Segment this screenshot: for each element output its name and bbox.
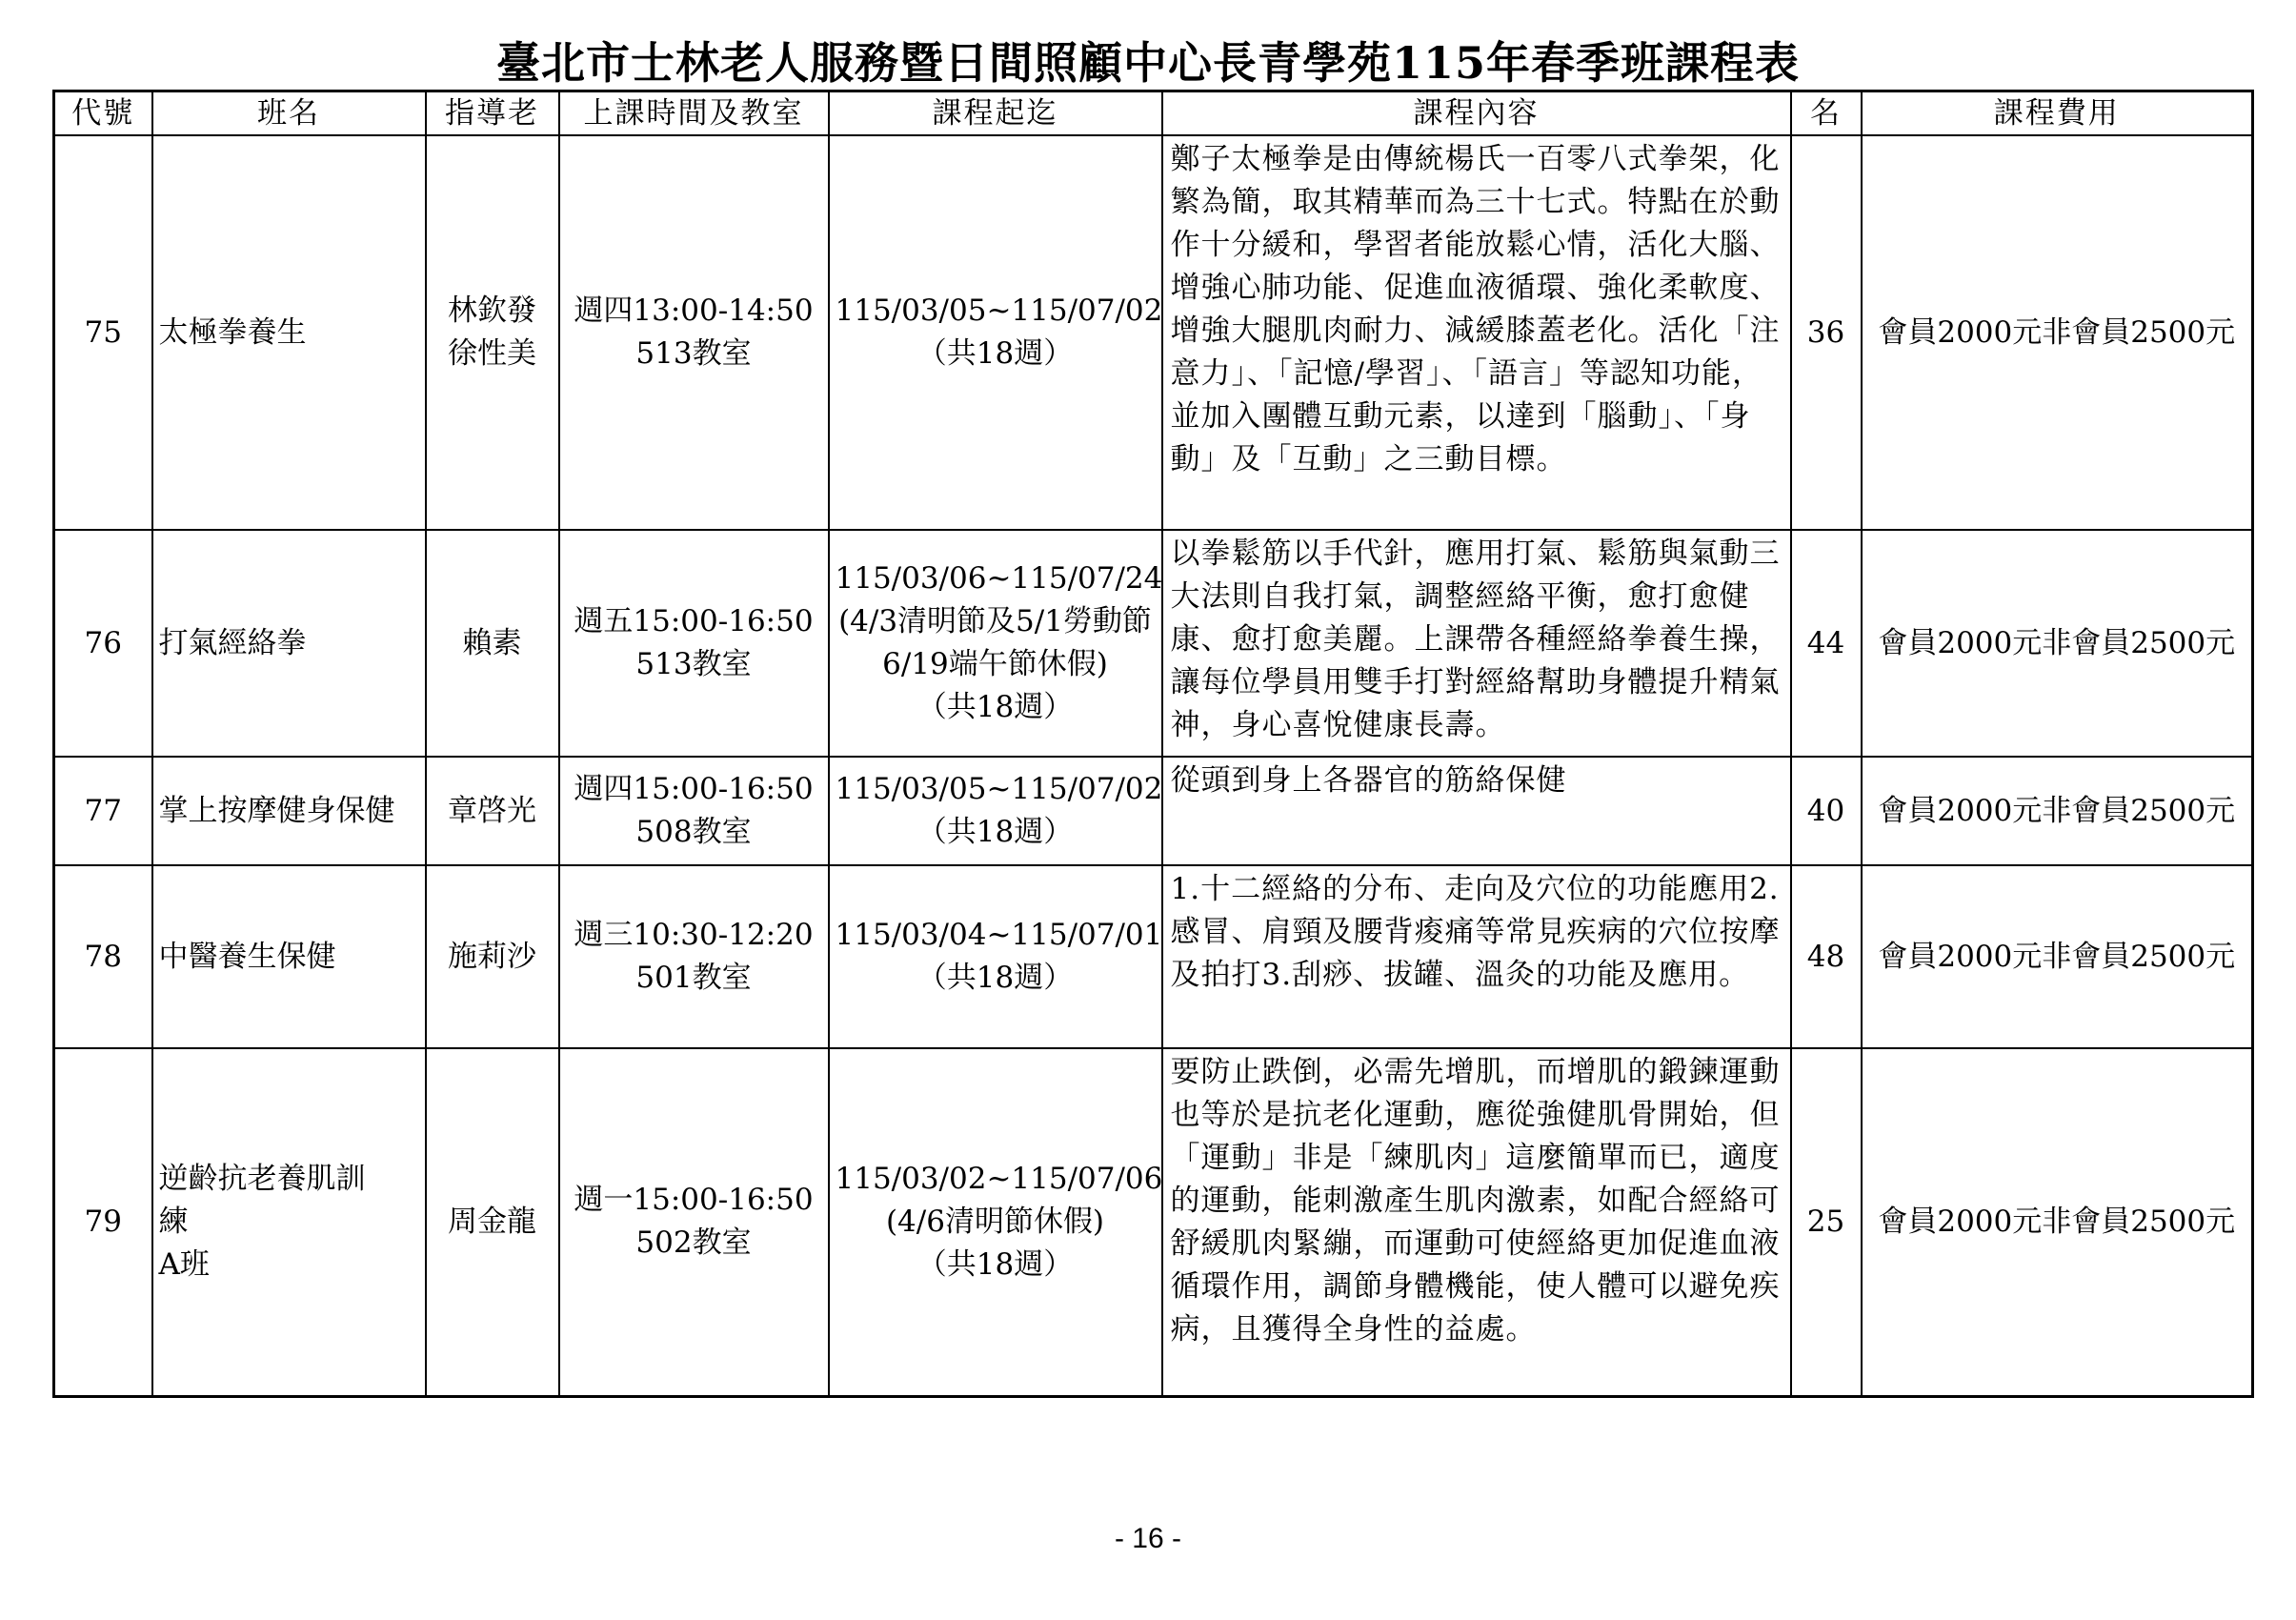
row-class-name: 打氣經絡拳 — [152, 530, 426, 757]
row-fee: 會員2000元非會員2500元 — [1862, 757, 2253, 865]
row-teacher: 周金龍 — [426, 1048, 559, 1396]
row-period: 115/03/06~115/07/24 (4/3清明節及5/1勞動節6/19端午節休假) （共18週） — [829, 530, 1162, 757]
row-time-room: 週一15:00-16:50 502教室 — [559, 1048, 829, 1396]
row-period: 115/03/04~115/07/01 （共18週） — [829, 865, 1162, 1048]
row-content: 從頭到身上各器官的筋絡保健 — [1162, 757, 1791, 865]
header-teacher: 指導老 — [426, 91, 559, 136]
row-period: 115/03/05~115/07/02 （共18週） — [829, 135, 1162, 530]
header-time-room: 上課時間及教室 — [559, 91, 829, 136]
row-fee: 會員2000元非會員2500元 — [1862, 135, 2253, 530]
row-fee: 會員2000元非會員2500元 — [1862, 865, 2253, 1048]
header-content: 課程內容 — [1162, 91, 1791, 136]
row-period: 115/03/02~115/07/06 (4/6清明節休假) （共18週） — [829, 1048, 1162, 1396]
header-class-name: 班名 — [152, 91, 426, 136]
table-row — [54, 1048, 2253, 1396]
row-teacher: 賴素 — [426, 530, 559, 757]
row-content: 以拳鬆筋以手代針，應用打氣、鬆筋與氣動三大法則自我打氣，調整經絡平衡，愈打愈健康、愈打愈美麗。上課帶各種經絡拳養生操，讓每位學員用雙手打對經絡幫助身體提升精氣神，身心喜悅健康長壽。 — [1162, 530, 1791, 757]
header-fee: 課程費用 — [1862, 91, 2253, 136]
course-schedule-table — [52, 90, 2254, 1398]
table-header-row — [54, 91, 2253, 136]
row-code: 79 — [54, 1048, 152, 1396]
table-row — [54, 757, 2253, 865]
row-fee: 會員2000元非會員2500元 — [1862, 1048, 2253, 1396]
row-teacher: 章啓光 — [426, 757, 559, 865]
table-row — [54, 135, 2253, 530]
row-code: 76 — [54, 530, 152, 757]
row-time-room: 週五15:00-16:50 513教室 — [559, 530, 829, 757]
header-period: 課程起迄 — [829, 91, 1162, 136]
row-time-room: 週四15:00-16:50 508教室 — [559, 757, 829, 865]
row-quota: 36 — [1791, 135, 1862, 530]
row-teacher: 施莉沙 — [426, 865, 559, 1048]
row-quota: 25 — [1791, 1048, 1862, 1396]
row-class-name: 太極拳養生 — [152, 135, 426, 530]
row-class-name: 逆齡抗老養肌訓 練 A班 — [152, 1048, 426, 1396]
row-code: 78 — [54, 865, 152, 1048]
row-time-room: 週三10:30-12:20 501教室 — [559, 865, 829, 1048]
row-quota: 40 — [1791, 757, 1862, 865]
table-row — [54, 530, 2253, 757]
row-quota: 44 — [1791, 530, 1862, 757]
page-number: - 16 - — [1114, 1523, 1182, 1554]
table-row — [54, 865, 2253, 1048]
row-class-name: 掌上按摩健身保健 — [152, 757, 426, 865]
row-content: 要防止跌倒，必需先增肌，而增肌的鍛鍊運動也等於是抗老化運動，應從強健肌骨開始，但「運動」非是「練肌肉」這麼簡單而已，適度的運動，能刺激產生肌肉激素，如配合經絡可舒緩肌肉緊繃，而運動可使經絡更加促進血液循環作用，調節身體機能，使人體可以避免疾病，且獲得全身性的益處。 — [1162, 1048, 1791, 1396]
row-teacher: 林欽發 徐性美 — [426, 135, 559, 530]
row-period: 115/03/05~115/07/02 （共18週） — [829, 757, 1162, 865]
row-content: 鄭子太極拳是由傳統楊氏一百零八式拳架，化繁為簡，取其精華而為三十七式。特點在於動作十分緩和，學習者能放鬆心情，活化大腦、增強心肺功能、促進血液循環、強化柔軟度、增強大腿肌肉耐力、減緩膝蓋老化。活化「注意力」、「記憶/學習」、「語言」等認知功能，並加入團體互動元素，以達到「腦動」、「身動」及「互動」之三動目標。 — [1162, 135, 1791, 530]
row-code: 77 — [54, 757, 152, 865]
page-title: 臺北市士林老人服務暨日間照顧中心長青學苑115年春季班課程表 — [495, 37, 1801, 89]
row-time-room: 週四13:00-14:50 513教室 — [559, 135, 829, 530]
row-code: 75 — [54, 135, 152, 530]
header-quota: 名 — [1791, 91, 1862, 136]
row-class-name: 中醫養生保健 — [152, 865, 426, 1048]
row-content: 1.十二經絡的分布、走向及穴位的功能應用2.感冒、肩頸及腰背痠痛等常見疾病的穴位按摩及拍打3.刮痧、拔罐、溫灸的功能及應用。 — [1162, 865, 1791, 1048]
header-code: 代號 — [54, 91, 152, 136]
row-fee: 會員2000元非會員2500元 — [1862, 530, 2253, 757]
row-quota: 48 — [1791, 865, 1862, 1048]
